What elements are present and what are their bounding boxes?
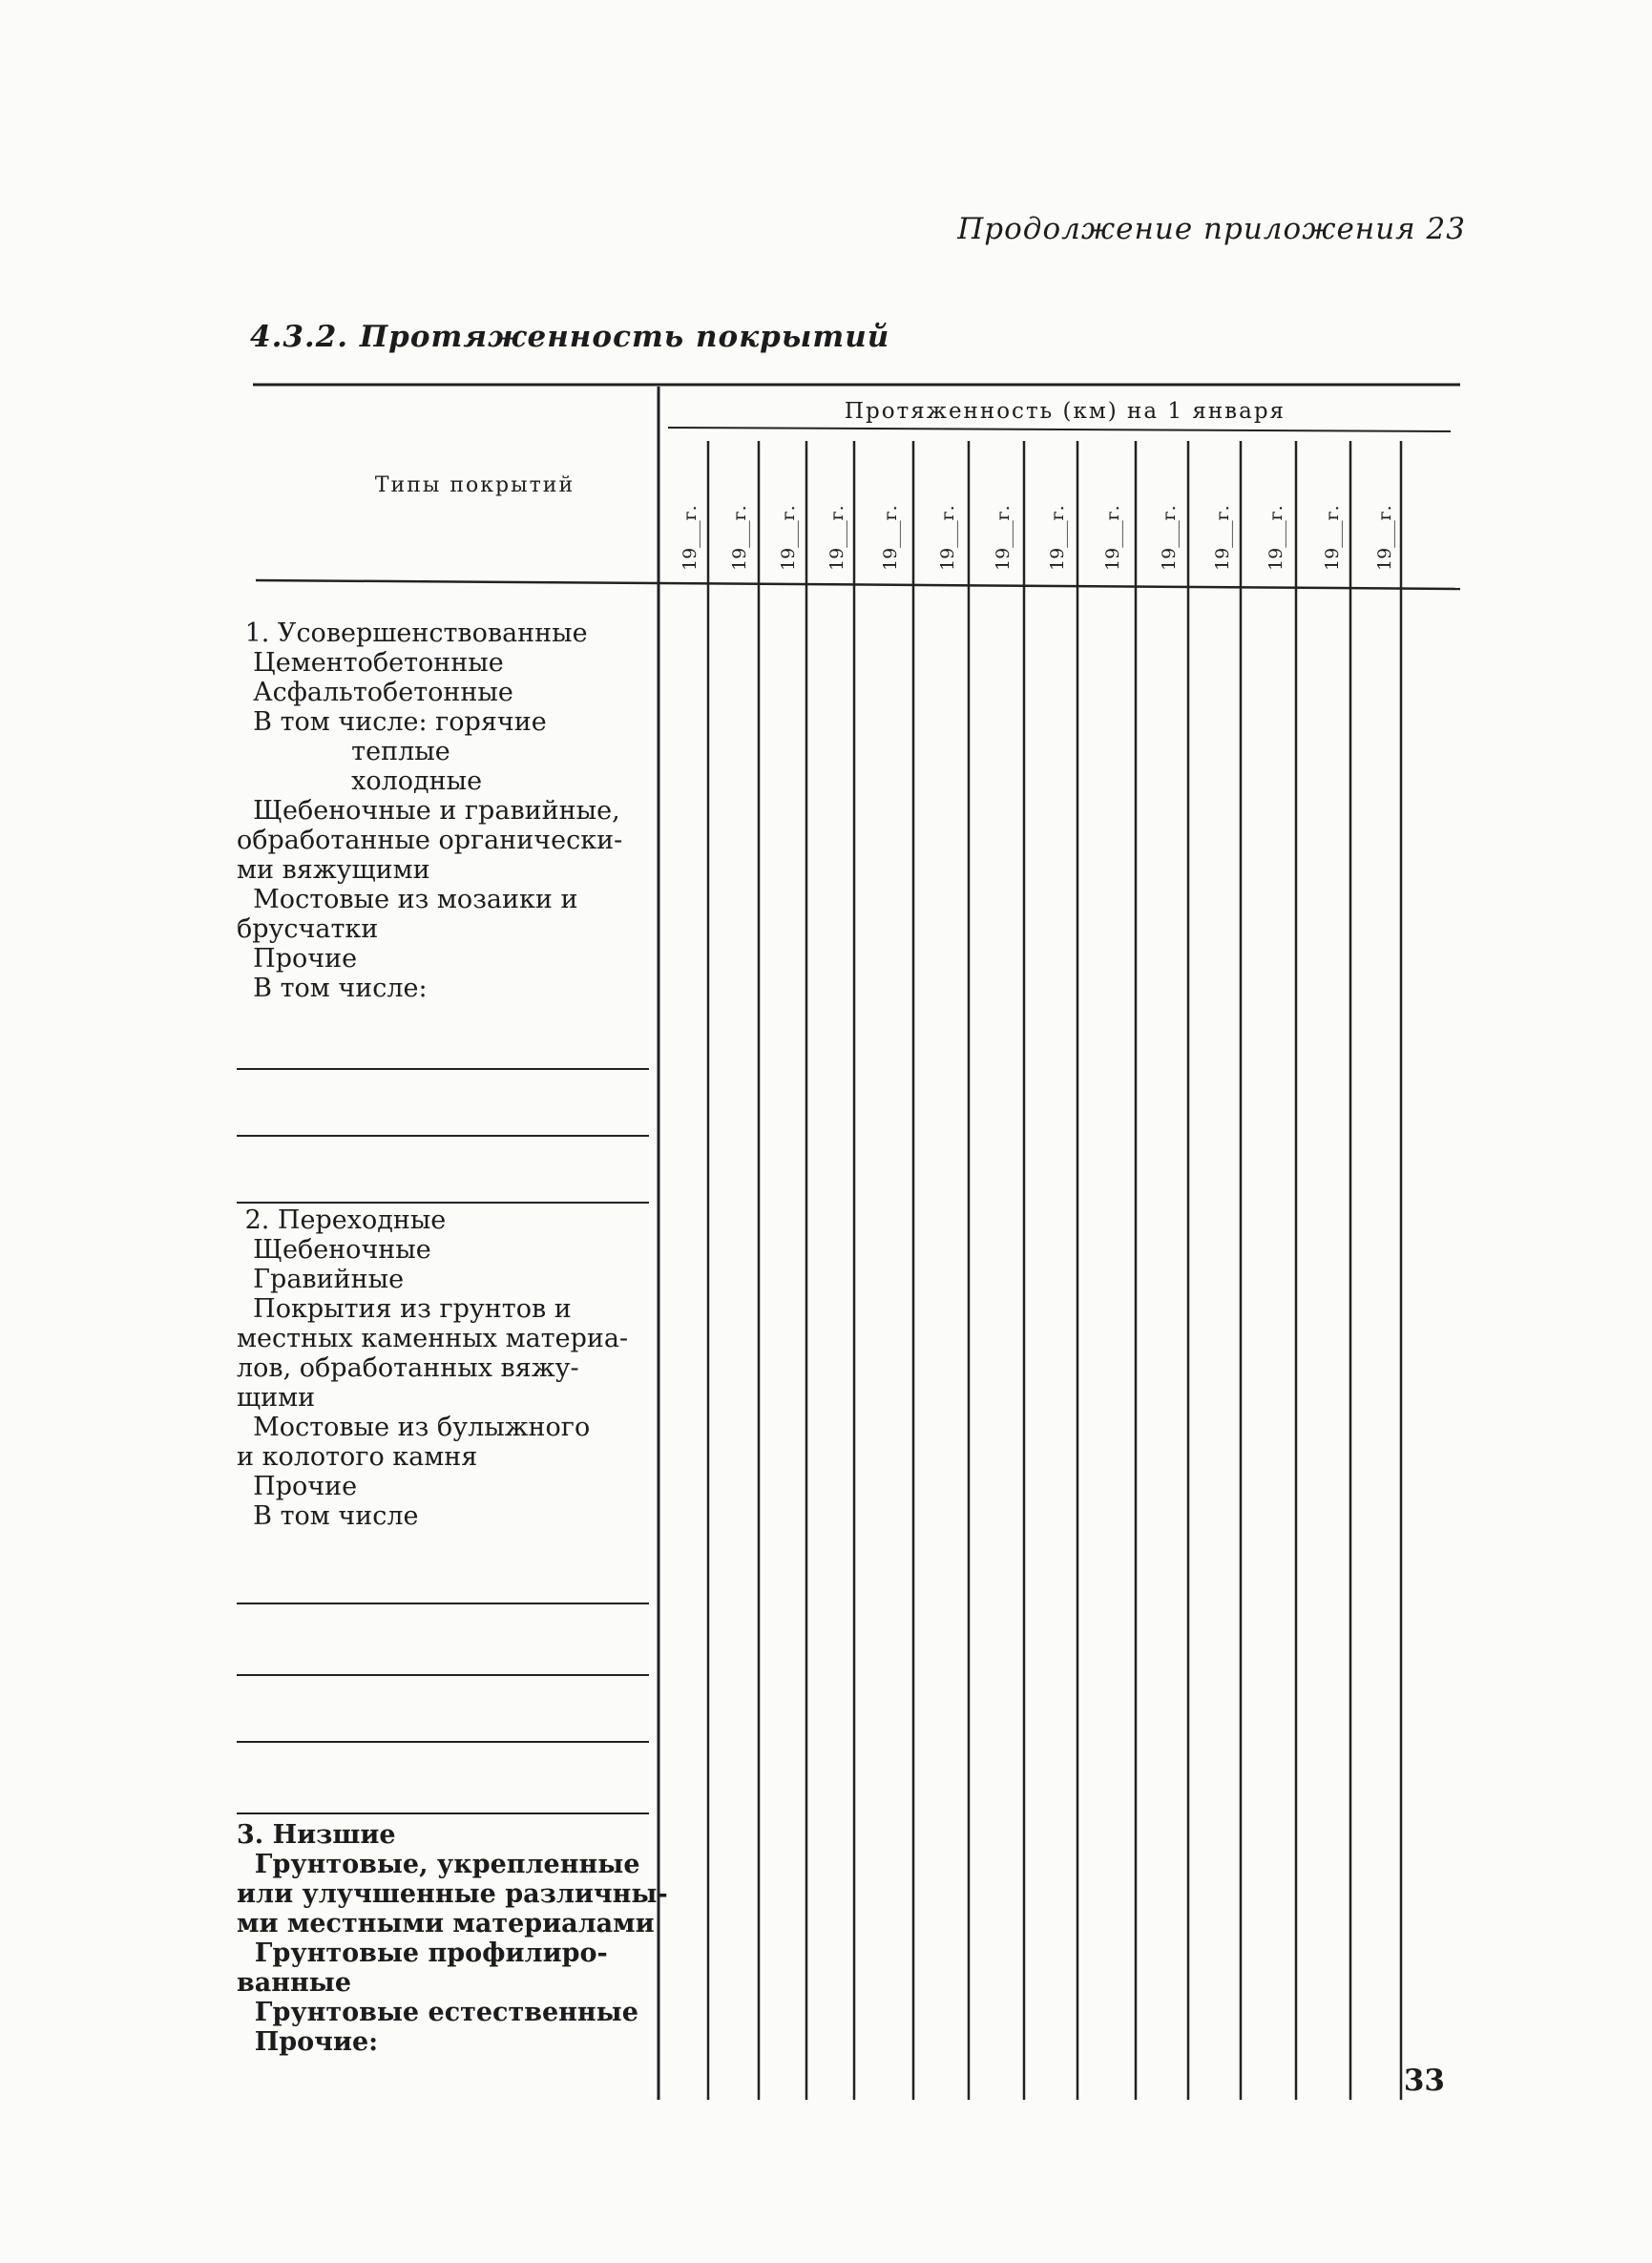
year-column-header: 19___г. xyxy=(680,505,701,571)
year-column-header: 19___г. xyxy=(1322,505,1343,571)
continuation-header: Продолжение приложения 23 xyxy=(957,212,1466,246)
group-1-label: 1. Усовершенствованные Цементобетонные Асфальтобетонные В том числе: горячие теплые холодные Щебеночные и гравийные, обработанные органически- ми вяжущими Мостовые из мозаики и брусчатки Прочие В том числе: xyxy=(237,618,623,1003)
year-column-header: 19___г. xyxy=(729,505,750,571)
section-title: 4.3.2. Протяженность покрытий xyxy=(250,320,890,354)
year-column-header: 19___г. xyxy=(937,505,958,571)
year-column-header: 19___г. xyxy=(1159,505,1180,571)
column-header-length: Протяженность (км) на 1 января xyxy=(844,399,1286,424)
column-header-types: Типы покрытий xyxy=(374,473,575,497)
page-number: 33 xyxy=(1403,2064,1445,2098)
group-2-label: 2. Переходные Щебеночные Гравийные Покрытия из грунтов и местных каменных материа- лов, обработанных вяжу- щими Мостовые из булыжного и колотого камня Прочие В том числе xyxy=(237,1205,629,1531)
year-header-rule xyxy=(668,428,1451,431)
group-3-label: 3. Низшие Грунтовые, укрепленные или улучшенные различны- ми местными материалами Грунтовые профилиро- ванные Грунтовые естественные Прочие: xyxy=(237,1820,668,2057)
header-bottom-rule xyxy=(256,580,1460,589)
year-column-header: 19___г. xyxy=(993,505,1014,571)
year-column-header: 19___г. xyxy=(1374,505,1395,571)
year-column-header: 19___г. xyxy=(880,505,901,571)
year-column-header: 19___г. xyxy=(1212,505,1233,571)
year-column-header: 19___г. xyxy=(1047,505,1068,571)
year-column-header: 19___г. xyxy=(1265,505,1286,571)
year-column-header: 19___г. xyxy=(1102,505,1123,571)
year-column-header: 19___г. xyxy=(778,505,799,571)
year-column-header: 19___г. xyxy=(826,505,847,571)
